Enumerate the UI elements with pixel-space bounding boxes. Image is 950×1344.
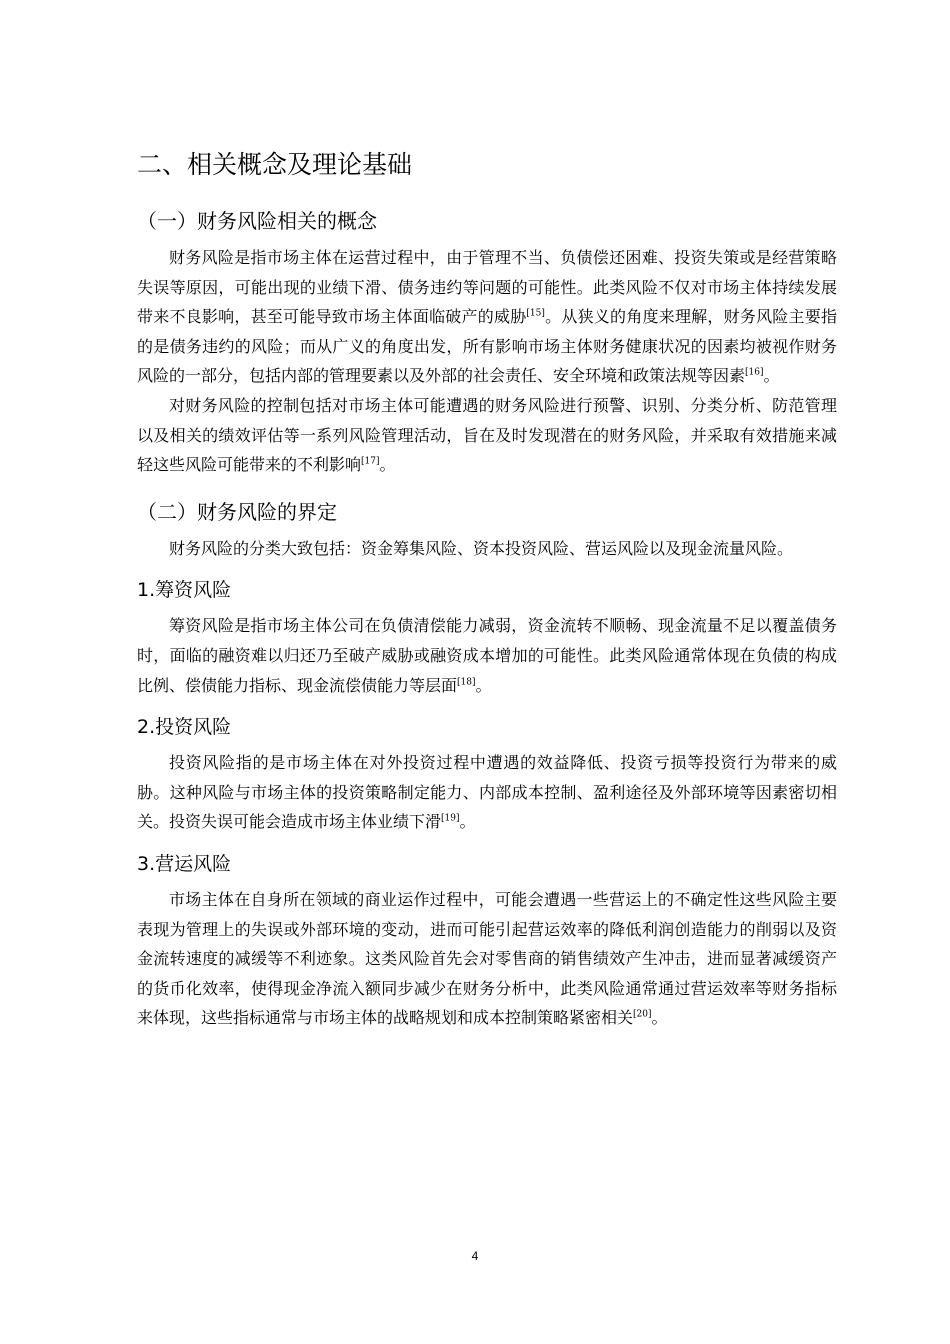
paragraph-text: 财务风险是指市场主体在运营过程中，由于管理不当、负债偿还困难、投资失策或是经营策略失误等原因，可能出现的业绩下滑、债务违约等问题的可能性。此类风险不仅对市场主体持续发展带来不良影响，甚至可能导致市场主体面临破产的威胁	[137, 248, 837, 327]
citation-ref: [15]	[526, 308, 545, 319]
citation-ref: [20]	[633, 1009, 652, 1020]
paragraph-financing-risk	[137, 611, 837, 700]
citation-ref: [18]	[457, 677, 476, 688]
paragraph-text: 筹资风险是指市场主体公司在负债清偿能力减弱，资金流转不顺畅、现金流量不足以覆盖债务时，面临的融资难以归还乃至破产威胁或融资成本增加的可能性。此类风险通常体现在负债的构成比例、偿债能力指标、现金流偿债能力等层面	[137, 616, 837, 695]
subsection-heading-investment-risk: 2.投资风险	[137, 716, 232, 739]
subsection-heading-financing-risk: 1.筹资风险	[137, 579, 232, 602]
citation-ref: [17]	[361, 456, 380, 467]
citation-ref: [19]	[441, 813, 460, 824]
subsection-heading-operating-risk: 3.营运风险	[137, 852, 232, 875]
paragraph-text: 。	[763, 366, 780, 386]
paragraph-financial-risk-definition	[137, 243, 837, 391]
paragraph-investment-risk	[137, 748, 837, 837]
paragraph-operating-risk	[137, 885, 837, 1033]
paragraph-text: 投资风险指的是市场主体在对外投资过程中遭遇的效益降低、投资亏损等投资行为带来的威胁。这种风险与市场主体的投资策略制定能力、内部成本控制、盈利途径及外部环境等因素密切相关。投资失误可能会造成市场主体业绩下滑	[137, 753, 837, 832]
paragraph-text: 市场主体在自身所在领域的商业运作过程中，可能会遭遇一些营运上的不确定性这些风险主要表现为管理上的失误或外部环境的变动，进而可能引起营运效率的降低利润创造能力的削弱以及资金流转速度的减缓等不利迹象。这类风险首先会对零售商的销售绩效产生冲击，进而显著减缓资产的货币化效率，使得现金净流入额同步减少在财务分析中，此类风险通常通过营运效率等财务指标来体现，这些指标通常与市场主体的战略规划和成本控制策略紧密相关	[137, 889, 837, 1028]
paragraph-text: 。	[379, 455, 396, 475]
section-heading-concepts: （一）财务风险相关的概念	[137, 209, 377, 233]
paragraph-risk-control	[137, 391, 837, 480]
page-number: 4	[471, 1249, 479, 1263]
page-content	[137, 143, 837, 1033]
paragraph-text: 对财务风险的控制包括对市场主体可能遭遇的财务风险进行预警、识别、分类分析、防范管理以及相关的绩效评估等一系列风险管理活动，旨在及时发现潜在的财务风险，并采取有效措施来减轻这些风险可能带来的不利影响	[137, 395, 837, 475]
citation-ref: [16]	[745, 368, 764, 379]
paragraph-text: 。从狭义的角度来理解，财务风险主要指的是债务违约的风险；而从广义的角度出发，所有影响市场主体财务健康状况的因素均被视作财务风险的一部分，包括内部的管理要素以及外部的社会责任、安全环境和政策法规等因素	[137, 307, 837, 386]
paragraph-text: 。	[651, 1008, 668, 1028]
chapter-heading: 二、相关概念及理论基础	[137, 150, 413, 179]
paragraph-risk-classification: 财务风险的分类大致包括：资金筹集风险、资本投资风险、营运风险以及现金流量风险。	[169, 538, 794, 558]
section-heading-definition: （二）财务风险的界定	[137, 499, 337, 524]
paragraph-text: 。	[459, 812, 476, 832]
paragraph-text: 。	[475, 675, 492, 695]
